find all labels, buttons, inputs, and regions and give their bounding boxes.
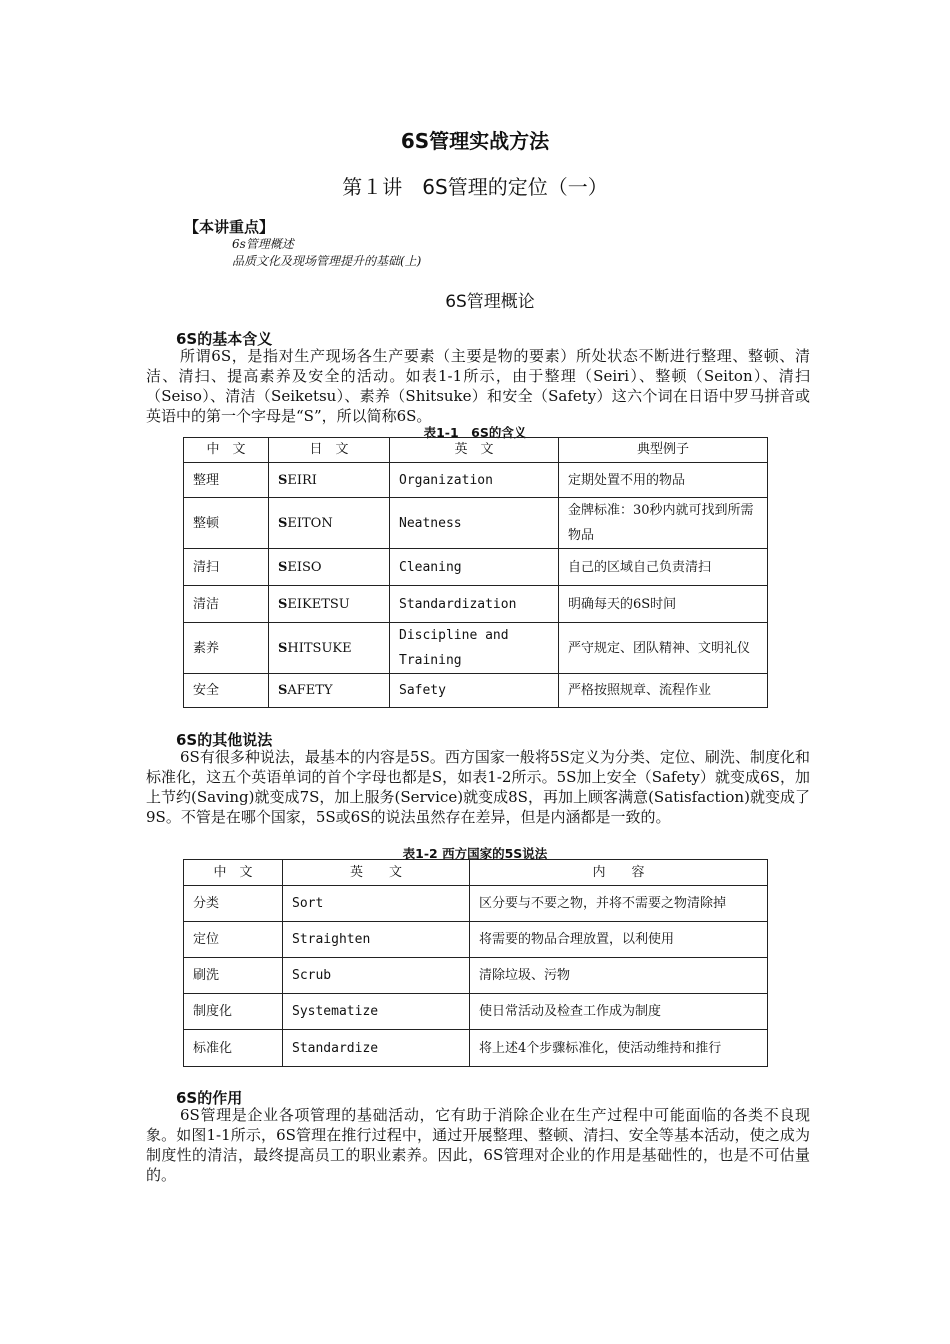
cell-english: Cleaning [390, 549, 559, 586]
paragraph-text: 所谓6S，是指对生产现场各生产要素（主要是物的要素）所处状态不断进行整理、整顿、清洁、清扫、提高素养及安全的活动。如表1-1所示，由于整理（Seiri）、整顿（Seiton）、清扫（Seiso）、清洁（Seiketsu）、素养（Shitsuke）和安全（Safety）这六个词在日语中罗马拼音或英语中的第一个字母是“S”，所以简称6S。 [146, 347, 810, 425]
cell-english: Standardize [283, 1030, 470, 1067]
japanese-rest: HITSUKE [287, 640, 352, 656]
cell-chinese: 清洁 [184, 586, 269, 623]
cell-english: Systematize [283, 994, 470, 1030]
table-row [184, 463, 768, 498]
paragraph-text: 6S有很多种说法，最基本的内容是5S。西方国家一般将5S定义为分类、定位、刷洗、制度化和标准化，这五个英语单词的首个字母也都是S，如表1-2所示。5S加上安全（Safety）就变成6S，加上节约(Saving)就变成7S，加上服务(Service)就变成8S，再加上顾客满意(Satisfaction)就变成了9S。不管是在哪个国家，5S或6S的说法虽然存在差异，但是内涵都是一致的。 [146, 748, 810, 826]
paragraph-function [146, 1105, 810, 1185]
initial-letter: S [278, 596, 288, 612]
cell-chinese: 安全 [184, 674, 269, 708]
cell-content: 区分要与不要之物，并将不需要之物清除掉 [470, 886, 768, 922]
header-cell: 英 文 [390, 438, 559, 463]
table1-caption: 表1-1 6S的含义 [423, 425, 527, 440]
initial-letter: S [278, 472, 288, 488]
cell-example: 金牌标准：30秒内就可找到所需物品 [559, 498, 768, 549]
lecture-subtitle: 第１讲 6S管理的定位（一） [342, 175, 608, 199]
table-header-row [184, 438, 768, 463]
japanese-rest: EITON [287, 515, 333, 531]
table-row [184, 549, 768, 586]
cell-chinese: 定位 [184, 922, 283, 958]
header-cell: 英 文 [283, 860, 470, 886]
cell-english: Neatness [390, 498, 559, 549]
cell-japanese [269, 549, 390, 586]
table-row [184, 886, 768, 922]
cell-content: 使日常活动及检查工作成为制度 [470, 994, 768, 1030]
cell-chinese: 分类 [184, 886, 283, 922]
header-cell: 日 文 [269, 438, 390, 463]
focus-item: 品质文化及现场管理提升的基础(上) [232, 254, 422, 268]
japanese-rest: EIRI [287, 472, 317, 488]
table-row [184, 498, 768, 549]
section-title: 6S管理概论 [445, 292, 535, 312]
table-row [184, 922, 768, 958]
table-western-5s [183, 859, 768, 1067]
japanese-rest: AFETY [287, 683, 333, 698]
cell-chinese: 刷洗 [184, 958, 283, 994]
paragraph-text: 6S管理是企业各项管理的基础活动，它有助于消除企业在生产过程中可能面临的各类不良现象。如图1-1所示，6S管理在推行过程中，通过开展整理、整顿、清扫、安全等基本活动，使之成为制度性的清洁，最终提高员工的职业素养。因此，6S管理对企业的作用是基础性的，也是不可估量的。 [146, 1106, 810, 1184]
table-row [184, 586, 768, 623]
cell-chinese: 清扫 [184, 549, 269, 586]
table2-caption: 表1-2 西方国家的5S说法 [402, 846, 548, 861]
cell-japanese [269, 623, 390, 674]
cell-english: Discipline and Training [390, 623, 559, 674]
cell-english: Organization [390, 463, 559, 498]
document-title: 6S管理实战方法 [400, 129, 550, 153]
cell-chinese: 素养 [184, 623, 269, 674]
cell-english: Scrub [283, 958, 470, 994]
cell-chinese: 制度化 [184, 994, 283, 1030]
table-row [184, 674, 768, 708]
table-row [184, 958, 768, 994]
cell-example: 定期处置不用的物品 [559, 463, 768, 498]
focus-heading: 【本讲重点】 [184, 218, 275, 236]
cell-japanese [269, 498, 390, 549]
cell-example: 自己的区域自己负责清扫 [559, 549, 768, 586]
cell-content: 将需要的物品合理放置，以利使用 [470, 922, 768, 958]
cell-japanese [269, 586, 390, 623]
cell-example: 明确每天的6S时间 [559, 586, 768, 623]
cell-english: Sort [283, 886, 470, 922]
section-heading-function: 6S的作用 [176, 1089, 243, 1107]
cell-english: Safety [390, 674, 559, 708]
cell-chinese: 标准化 [184, 1030, 283, 1067]
initial-letter: S [278, 640, 288, 656]
initial-letter: S [278, 683, 288, 698]
header-cell: 中 文 [184, 860, 283, 886]
cell-japanese [269, 674, 390, 708]
cell-chinese: 整顿 [184, 498, 269, 549]
cell-content: 清除垃圾、污物 [470, 958, 768, 994]
cell-english: Standardization [390, 586, 559, 623]
cell-chinese: 整理 [184, 463, 269, 498]
section-heading-basic-meaning: 6S的基本含义 [176, 330, 273, 348]
cell-example: 严守规定、团队精神、文明礼仪 [559, 623, 768, 674]
table-row [184, 623, 768, 674]
header-cell: 内 容 [470, 860, 768, 886]
initial-letter: S [278, 515, 288, 531]
cell-english: Straighten [283, 922, 470, 958]
japanese-rest: EIKETSU [287, 596, 350, 612]
section-heading-other-names: 6S的其他说法 [176, 731, 273, 749]
japanese-rest: EISO [287, 559, 322, 575]
header-cell: 典型例子 [559, 438, 768, 463]
table-row [184, 1030, 768, 1067]
cell-content: 将上述4个步骤标准化，使活动维持和推行 [470, 1030, 768, 1067]
focus-item: 6s管理概述 [232, 237, 294, 251]
table-row [184, 994, 768, 1030]
cell-japanese [269, 463, 390, 498]
table-header-row [184, 860, 768, 886]
initial-letter: S [278, 559, 288, 575]
cell-example: 严格按照规章、流程作业 [559, 674, 768, 708]
paragraph-other-names [146, 747, 810, 827]
paragraph-basic-meaning [146, 346, 810, 426]
header-cell: 中 文 [184, 438, 269, 463]
table-6s-meaning [183, 437, 768, 708]
